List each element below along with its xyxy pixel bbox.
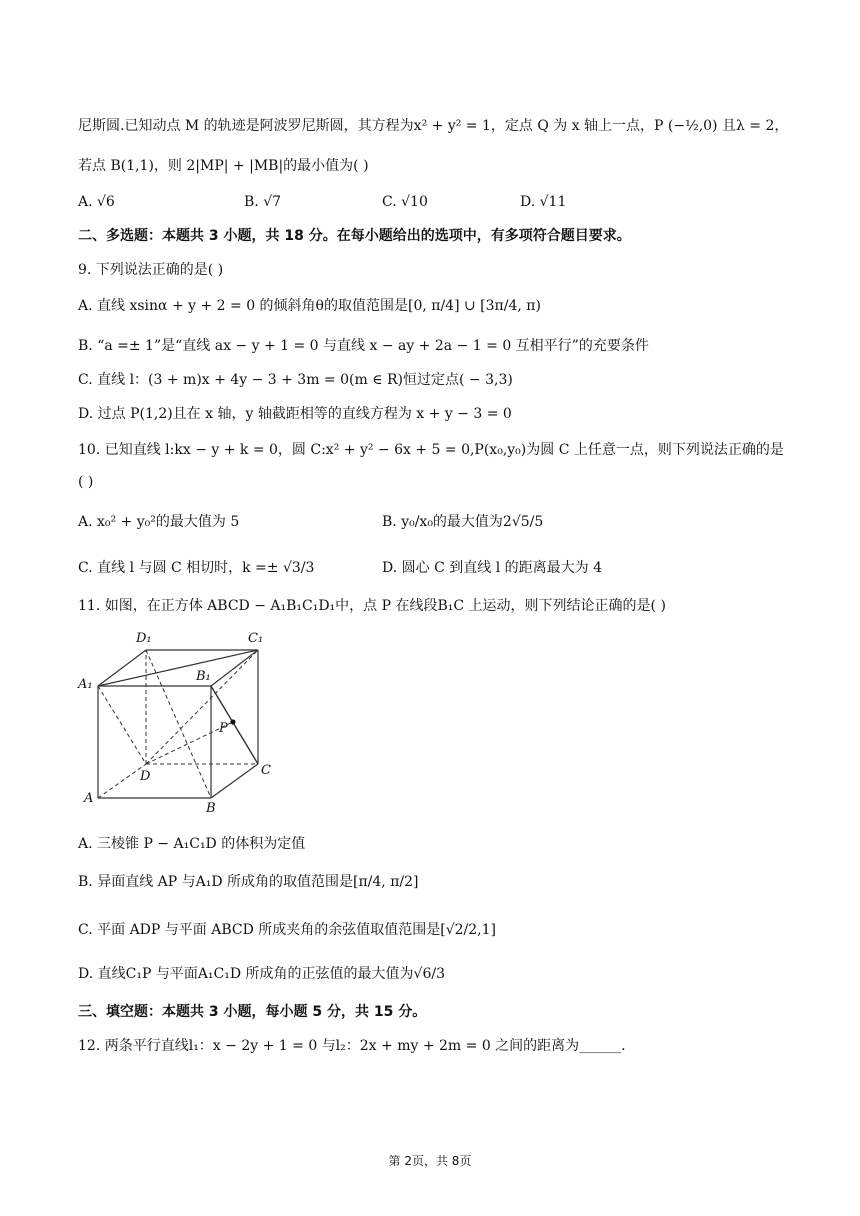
label-b1: B₁	[196, 669, 211, 684]
q8-option-a: A. √6	[78, 194, 115, 210]
q8-stem-line1: 尼斯圆.已知动点 M 的轨迹是阿波罗尼斯圆，其方程为x² + y² = 1，定点 Q 为 x 轴上一点，P (−½,0) 且λ = 2，	[78, 118, 789, 134]
q9-option-a: A. 直线 xsinα + y + 2 = 0 的倾斜角θ的取值范围是[0, π/4] ∪ [3π/4, π)	[78, 298, 541, 314]
q9-option-b: B. “a =± 1”是“直线 ax − y + 1 = 0 与直线 x − ay + 2a − 1 = 0 互相平行”的充要条件	[78, 338, 649, 354]
q8-option-c: C. √10	[382, 194, 428, 210]
hidden-diag-dc1	[146, 650, 258, 764]
page-footer: 第 2页，共 8页	[388, 1154, 472, 1168]
q8-option-d: D. √11	[520, 194, 567, 210]
label-p: P	[219, 721, 228, 736]
label-d: D	[140, 769, 151, 784]
label-a: A	[84, 791, 94, 806]
point-p	[230, 719, 235, 724]
q10-stem-line2: ( )	[78, 474, 94, 490]
q10-stem-line1: 10. 已知直线 l:kx − y + k = 0，圆 C:x² + y² − 6x + 5 = 0,P(x₀,y₀)为圆 C 上任意一点，则下列说法正确的是	[78, 442, 784, 458]
hidden-diag-a1d	[98, 686, 146, 764]
q9-stem: 9. 下列说法正确的是( )	[78, 262, 224, 278]
cube-figure	[76, 626, 276, 816]
q9-option-d: D. 过点 P(1,2)且在 x 轴，y 轴截距相等的直线方程为 x + y − 3 = 0	[78, 406, 512, 422]
label-c: C	[261, 763, 271, 778]
q10-option-b: B. y₀/x₀的最大值为2√5/5	[382, 514, 544, 530]
label-c1: C₁	[248, 631, 264, 646]
section2-heading: 二、多选题：本题共 3 小题，共 18 分。在每小题给出的选项中，有多项符合题目要求。	[78, 228, 631, 244]
section3-heading: 三、填空题：本题共 3 小题，每小题 5 分，共 15 分。	[78, 1004, 427, 1020]
q11-option-b: B. 异面直线 AP 与A₁D 所成角的取值范围是[π/4, π/2]	[78, 874, 419, 890]
label-d1: D₁	[136, 631, 152, 646]
q12-stem: 12. 两条平行直线l₁：x − 2y + 1 = 0 与l₂：2x + my + 2m = 0 之间的距离为______.	[78, 1038, 626, 1054]
q10-option-a: A. x₀² + y₀²的最大值为 5	[78, 514, 240, 530]
q8-stem-line2: 若点 B(1,1)，则 2|MP| + |MB|的最小值为( )	[78, 158, 369, 174]
q11-option-a: A. 三棱锥 P − A₁C₁D 的体积为定值	[78, 836, 306, 852]
edge-bc	[211, 764, 258, 798]
cube-diagram	[76, 626, 276, 816]
label-a1: A₁	[78, 677, 93, 692]
q10-option-d: D. 圆心 C 到直线 l 的距离最大为 4	[382, 560, 602, 576]
q10-option-c: C. 直线 l 与圆 C 相切时，k =± √3/3	[78, 560, 315, 576]
hidden-edge-ad	[98, 764, 146, 798]
q11-stem: 11. 如图，在正方体 ABCD − A₁B₁C₁D₁中，点 P 在线段B₁C 上运动，则下列结论正确的是( )	[78, 598, 666, 614]
q8-option-b: B. √7	[244, 194, 282, 210]
q11-option-d: D. 直线C₁P 与平面A₁C₁D 所成角的正弦值的最大值为√6/3	[78, 966, 445, 982]
label-b: B	[206, 801, 216, 816]
q11-option-c: C. 平面 ADP 与平面 ABCD 所成夹角的余弦值取值范围是[√2/2,1]	[78, 922, 496, 938]
q9-option-c: C. 直线 l：(3 + m)x + 4y − 3 + 3m = 0(m ∈ R)恒过定点( − 3,3)	[78, 372, 513, 388]
